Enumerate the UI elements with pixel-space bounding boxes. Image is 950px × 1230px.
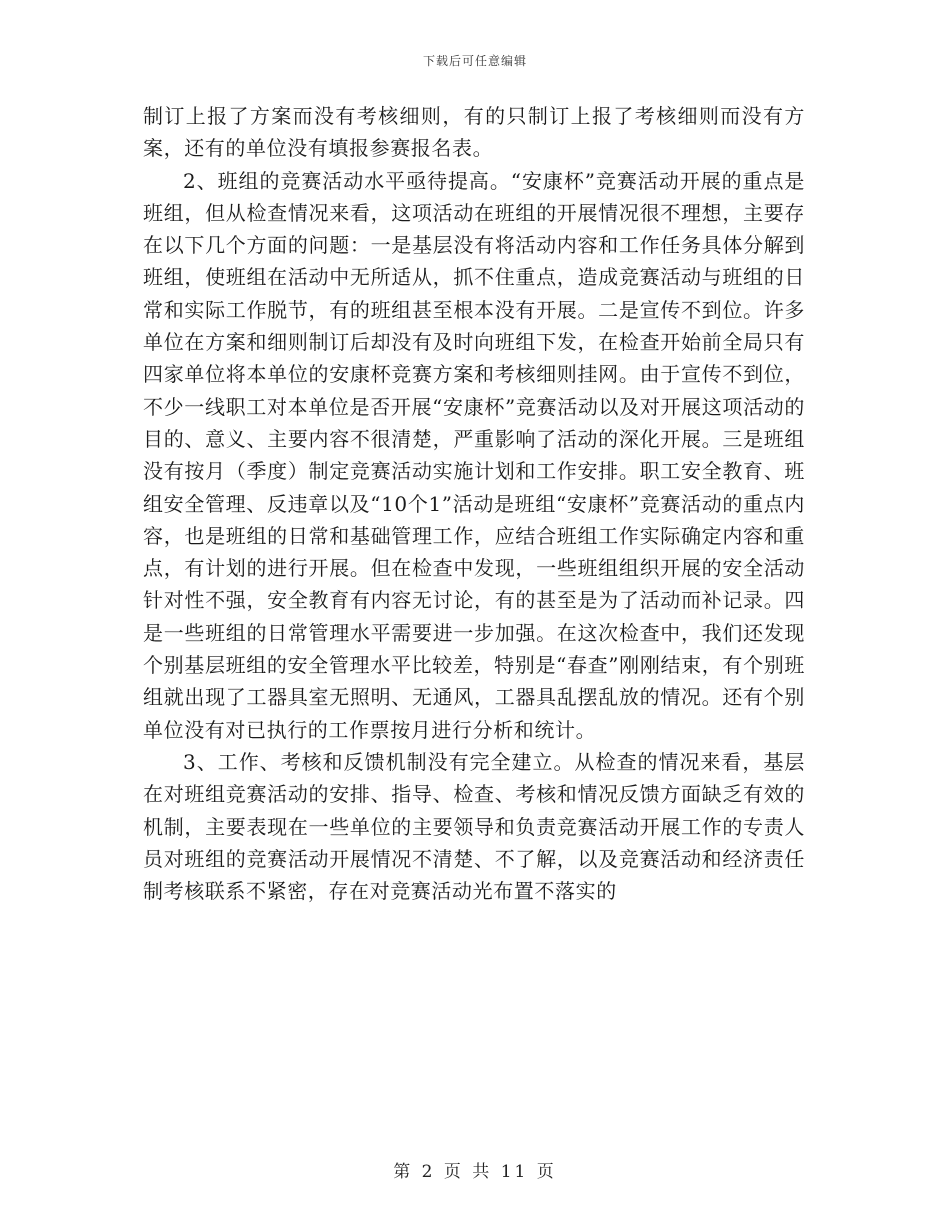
document-body [143,100,805,907]
paragraph-section-3: 3、工作、考核和反馈机制没有完全建立。从检查的情况来看，基层在对班组竞赛活动的安排、指导、检查、考核和情况反馈方面缺乏有效的机制，主要表现在一些单位的主要领导和负责竞赛活动开展工作的专责人员对班组的竞赛活动开展情况不清楚、不了解，以及竞赛活动和经济责任制考核联系不紧密，存在对竞赛活动光布置不落实的 [143,749,805,904]
paragraph-section-2: 2、班组的竞赛活动水平亟待提高。“安康杯”竞赛活动开展的重点是班组，但从检查情况来看，这项活动在班组的开展情况很不理想，主要存在以下几个方面的问题：一是基层没有将活动内容和工作任务具体分解到班组，使班组在活动中无所适从，抓不住重点，造成竞赛活动与班组的日常和实际工作脱节，有的班组甚至根本没有开展。二是宣传不到位。许多单位在方案和细则制订后却没有及时向班组下发，在检查开始前全局只有四家单位将本单位的安康杯竞赛方案和考核细则挂网。由于宣传不到位，不少一线职工对本单位是否开展“安康杯”竞赛活动以及对开展这项活动的目的、意义、主要内容不很清楚，严重影响了活动的深化开展。三是班组没有按月（季度）制定竞赛活动实施计划和工作安排。职工安全教育、班组安全管理、反违章以及“10个1”活动是班组“安康杯”竞赛活动的重点内容，也是班组的日常和基础管理工作，应结合班组工作实际确定内容和重点，有计划的进行开展。但在检查中发现，一些班组组织开展的安全活动针对性不强，安全教育有内容无讨论，有的甚至是为了活动而补记录。四是一些班组的日常管理水平需要进一步加强。在这次检查中，我们还发现个别基层班组的安全管理水平比较差，特别是“春查”刚刚结束，有个别班组就出现了工器具室无照明、无通风，工器具乱摆乱放的情况。还有个别单位没有对已执行的工作票按月进行分析和统计。 [143,168,805,742]
paragraph-continued: 制订上报了方案而没有考核细则，有的只制订上报了考核细则而没有方案，还有的单位没有填报参赛报名表。 [143,104,805,161]
page-number-footer: 第 2 页 共 11 页 [393,1162,557,1182]
page-header: 下载后可任意编辑 [422,54,527,68]
